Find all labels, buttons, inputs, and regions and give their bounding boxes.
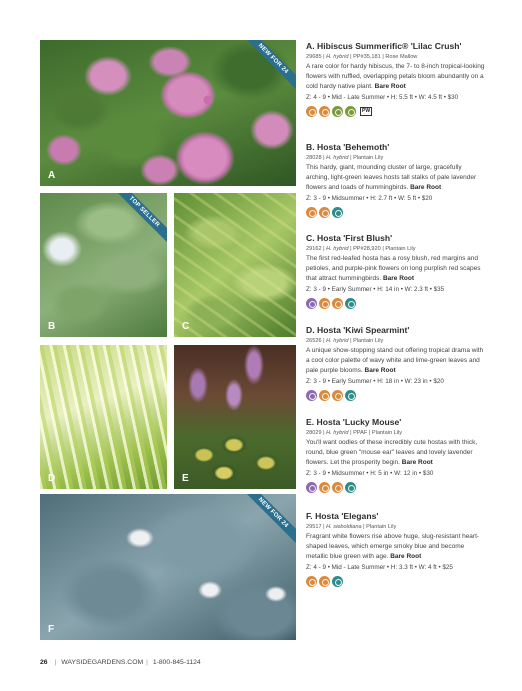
photo-hosta-first-blush — [174, 193, 296, 337]
attribute-icons — [306, 575, 486, 587]
item-number: 29685 — [306, 54, 322, 60]
attribute-icons — [306, 389, 486, 401]
product-letter: A. — [306, 41, 315, 51]
common-name: Plantain Lily — [353, 155, 384, 161]
item-number: 26526 — [306, 338, 322, 344]
shade-icon — [332, 298, 343, 309]
phone-number[interactable]: 1-800-845-1124 — [152, 659, 201, 666]
part-sun-icon — [319, 106, 330, 117]
part-sun-icon — [319, 482, 330, 493]
common-name: Plantain Lily — [366, 524, 397, 530]
new-for-24-ribbon — [234, 40, 296, 102]
product-title — [306, 233, 486, 244]
new-for-24-ribbon — [234, 494, 296, 556]
item-number: 28029 — [306, 430, 322, 436]
proven-winners-logo: PW — [362, 107, 371, 114]
footer-divider: | — [54, 659, 57, 666]
product-title — [306, 417, 486, 428]
hummingbird-icon — [345, 482, 356, 493]
product-meta: 29685 | H. hybrid | PP#35,181 | Rose Mallow — [306, 54, 418, 60]
product-meta: 29517 | H. sieboldiana | Plantain Lily — [306, 524, 397, 530]
botanical-name: H. hybrid — [326, 54, 349, 60]
product-letter: B. — [306, 142, 315, 152]
zone-icon — [306, 482, 317, 493]
product-entry-d — [306, 325, 486, 401]
product-description — [306, 532, 486, 562]
website-link[interactable]: WAYSIDEGARDENS.COM — [61, 659, 144, 666]
product-letter: E. — [306, 417, 315, 427]
product-title — [306, 41, 486, 52]
bare-root-label: Bare Root — [374, 83, 406, 90]
product-stats: Z: 3 - 9 • Midsummer • H: 5 in • W: 12 in • $30 — [306, 470, 434, 477]
product-name: Hosta 'Lucky Mouse' — [316, 417, 402, 427]
part-sun-icon — [306, 207, 317, 218]
shade-icon — [319, 207, 330, 218]
product-description — [306, 438, 486, 468]
product-entry-a — [306, 41, 486, 117]
common-name: Rose Mallow — [385, 54, 418, 60]
product-title — [306, 142, 486, 153]
hummingbird-icon — [332, 576, 343, 587]
product-meta: 26526 | H. hybrid | Plantain Lily — [306, 338, 384, 344]
product-meta: 29162 | H. hybrid | PP#28,920 | Plantain Lily — [306, 246, 416, 252]
top-seller-ribbon — [105, 193, 167, 255]
part-sun-icon — [319, 298, 330, 309]
item-number: 29517 — [306, 524, 322, 530]
photo-letter: A — [48, 170, 56, 181]
page-footer — [40, 659, 201, 666]
photo-hibiscus-lilac-crush — [40, 40, 296, 186]
botanical-name: H. hybrid — [326, 430, 349, 436]
description-text: You'll want oodles of these incredibly cute hostas with thick, round, blue green "mouse ear" leaves and lovely lavender flowers. Let the prosperity begin. — [306, 439, 478, 466]
product-name: Hibiscus Summerific® 'Lilac Crush' — [316, 41, 462, 51]
description-text: A rare color for hardy hibiscus, the 7- to 8-inch tropical-looking flowers with ruffled, overlapping petals bloom abundantly on a cold hardy native plant. — [306, 63, 485, 90]
botanical-name: H. hybrid — [326, 155, 349, 161]
product-description — [306, 62, 486, 92]
photo-hosta-kiwi-spearmint — [40, 345, 167, 489]
product-letter: D. — [306, 325, 315, 335]
photo-letter: D — [48, 473, 56, 484]
bare-root-label: Bare Root — [382, 275, 415, 282]
common-name: Plantain Lily — [385, 246, 416, 252]
product-description — [306, 346, 486, 376]
botanical-name: H. sieboldiana — [326, 524, 362, 530]
shade-icon — [332, 482, 343, 493]
sun-icon — [306, 106, 317, 117]
photo-hosta-behemoth — [40, 193, 167, 337]
botanical-name: H. hybrid — [326, 338, 349, 344]
product-meta: 28028 | H. hybrid | Plantain Lily — [306, 155, 384, 161]
ribbon-label: NEW FOR 24 — [238, 494, 296, 548]
patent-number: PP#28,920 — [353, 246, 381, 252]
patent-status: PPAF — [353, 430, 368, 436]
common-name: Plantain Lily — [353, 338, 384, 344]
footer-divider: | — [146, 659, 148, 666]
product-stats: Z: 3 - 9 • Early Summer • H: 18 in • W: 23 in • $20 — [306, 378, 444, 385]
photo-hosta-elegans — [40, 494, 296, 640]
ribbon-label: NEW FOR 24 — [238, 40, 296, 94]
shade-icon — [332, 390, 343, 401]
product-title — [306, 511, 486, 522]
photo-letter: B — [48, 321, 56, 332]
part-sun-icon — [306, 576, 317, 587]
product-name: Hosta 'Kiwi Spearmint' — [316, 325, 410, 335]
photo-letter: F — [48, 624, 55, 635]
description-text: A unique show-stopping stand out offering tropical drama with a cool color palette of wavy white and lime-green leaves and pale purple blooms. — [306, 347, 484, 374]
product-stats: Z: 4 - 9 • Mid - Late Summer • H: 3.3 ft • W: 4 ft • $25 — [306, 564, 453, 571]
common-name: Plantain Lily — [371, 430, 403, 436]
attribute-icons — [306, 206, 486, 218]
item-number: 28028 — [306, 155, 322, 161]
attribute-icons — [306, 105, 486, 117]
bare-root-label: Bare Root — [364, 367, 396, 374]
product-description — [306, 254, 486, 284]
hummingbird-icon — [332, 106, 343, 117]
bare-root-label: Bare Root — [401, 459, 433, 466]
botanical-name: H. hybrid — [326, 246, 349, 252]
product-stats: Z: 4 - 9 • Mid - Late Summer • H: 5.5 ft • W: 4.5 ft • $30 — [306, 94, 459, 101]
zone-icon — [306, 390, 317, 401]
patent-number: PP#35,181 — [353, 54, 381, 60]
ribbon-label: TOP SELLER — [109, 193, 167, 247]
product-meta: 28029 | H. hybrid | PPAF | Plantain Lily — [306, 430, 403, 436]
product-name: Hosta 'Behemoth' — [316, 142, 390, 152]
hummingbird-icon — [332, 207, 343, 218]
product-letter: C. — [306, 233, 315, 243]
product-description — [306, 163, 486, 193]
description-text: Fragrant white flowers rise above huge, slug-resistant heart-shaped leaves, which emerge smoky blue and become metallic blue green with age. — [306, 533, 480, 560]
shade-icon — [319, 576, 330, 587]
item-number: 29162 — [306, 246, 322, 252]
product-title — [306, 325, 486, 336]
product-letter: F. — [306, 511, 313, 521]
bare-root-label: Bare Root — [390, 553, 422, 560]
photo-letter: C — [182, 321, 190, 332]
bare-root-label: Bare Root — [410, 184, 442, 191]
description-text: This hardy, giant, mounding cluster of large, gracefully arching, light-green leaves hosts tall stalks of pale lavender flowers and loads of hummingbirds. — [306, 164, 477, 191]
product-stats: Z: 3 - 9 • Midsummer • H: 2.7 ft • W: 5 ft • $20 — [306, 195, 433, 202]
part-sun-icon — [319, 390, 330, 401]
product-name: Hosta 'First Blush' — [316, 233, 393, 243]
zone-icon — [306, 298, 317, 309]
photo-letter: E — [182, 473, 189, 484]
product-entry-c — [306, 233, 486, 309]
attribute-icons — [306, 297, 486, 309]
product-entry-b — [306, 142, 486, 218]
description-text: The first red-leafed hosta has a rosy blush, red margins and petioles, and purple-pink flowers on long purplish red scapes that attract hummingbirds. — [306, 255, 481, 282]
photo-hosta-lucky-mouse — [174, 345, 296, 489]
product-name: Hosta 'Elegans' — [315, 511, 379, 521]
hummingbird-icon — [345, 298, 356, 309]
page-number: 26 — [40, 659, 48, 666]
native-plant-icon — [345, 106, 356, 117]
product-stats: Z: 3 - 9 • Early Summer • H: 14 in • W: 2.3 ft • $35 — [306, 286, 445, 293]
product-entry-e — [306, 417, 486, 493]
product-entry-f — [306, 511, 486, 587]
hummingbird-icon — [345, 390, 356, 401]
attribute-icons — [306, 481, 486, 493]
